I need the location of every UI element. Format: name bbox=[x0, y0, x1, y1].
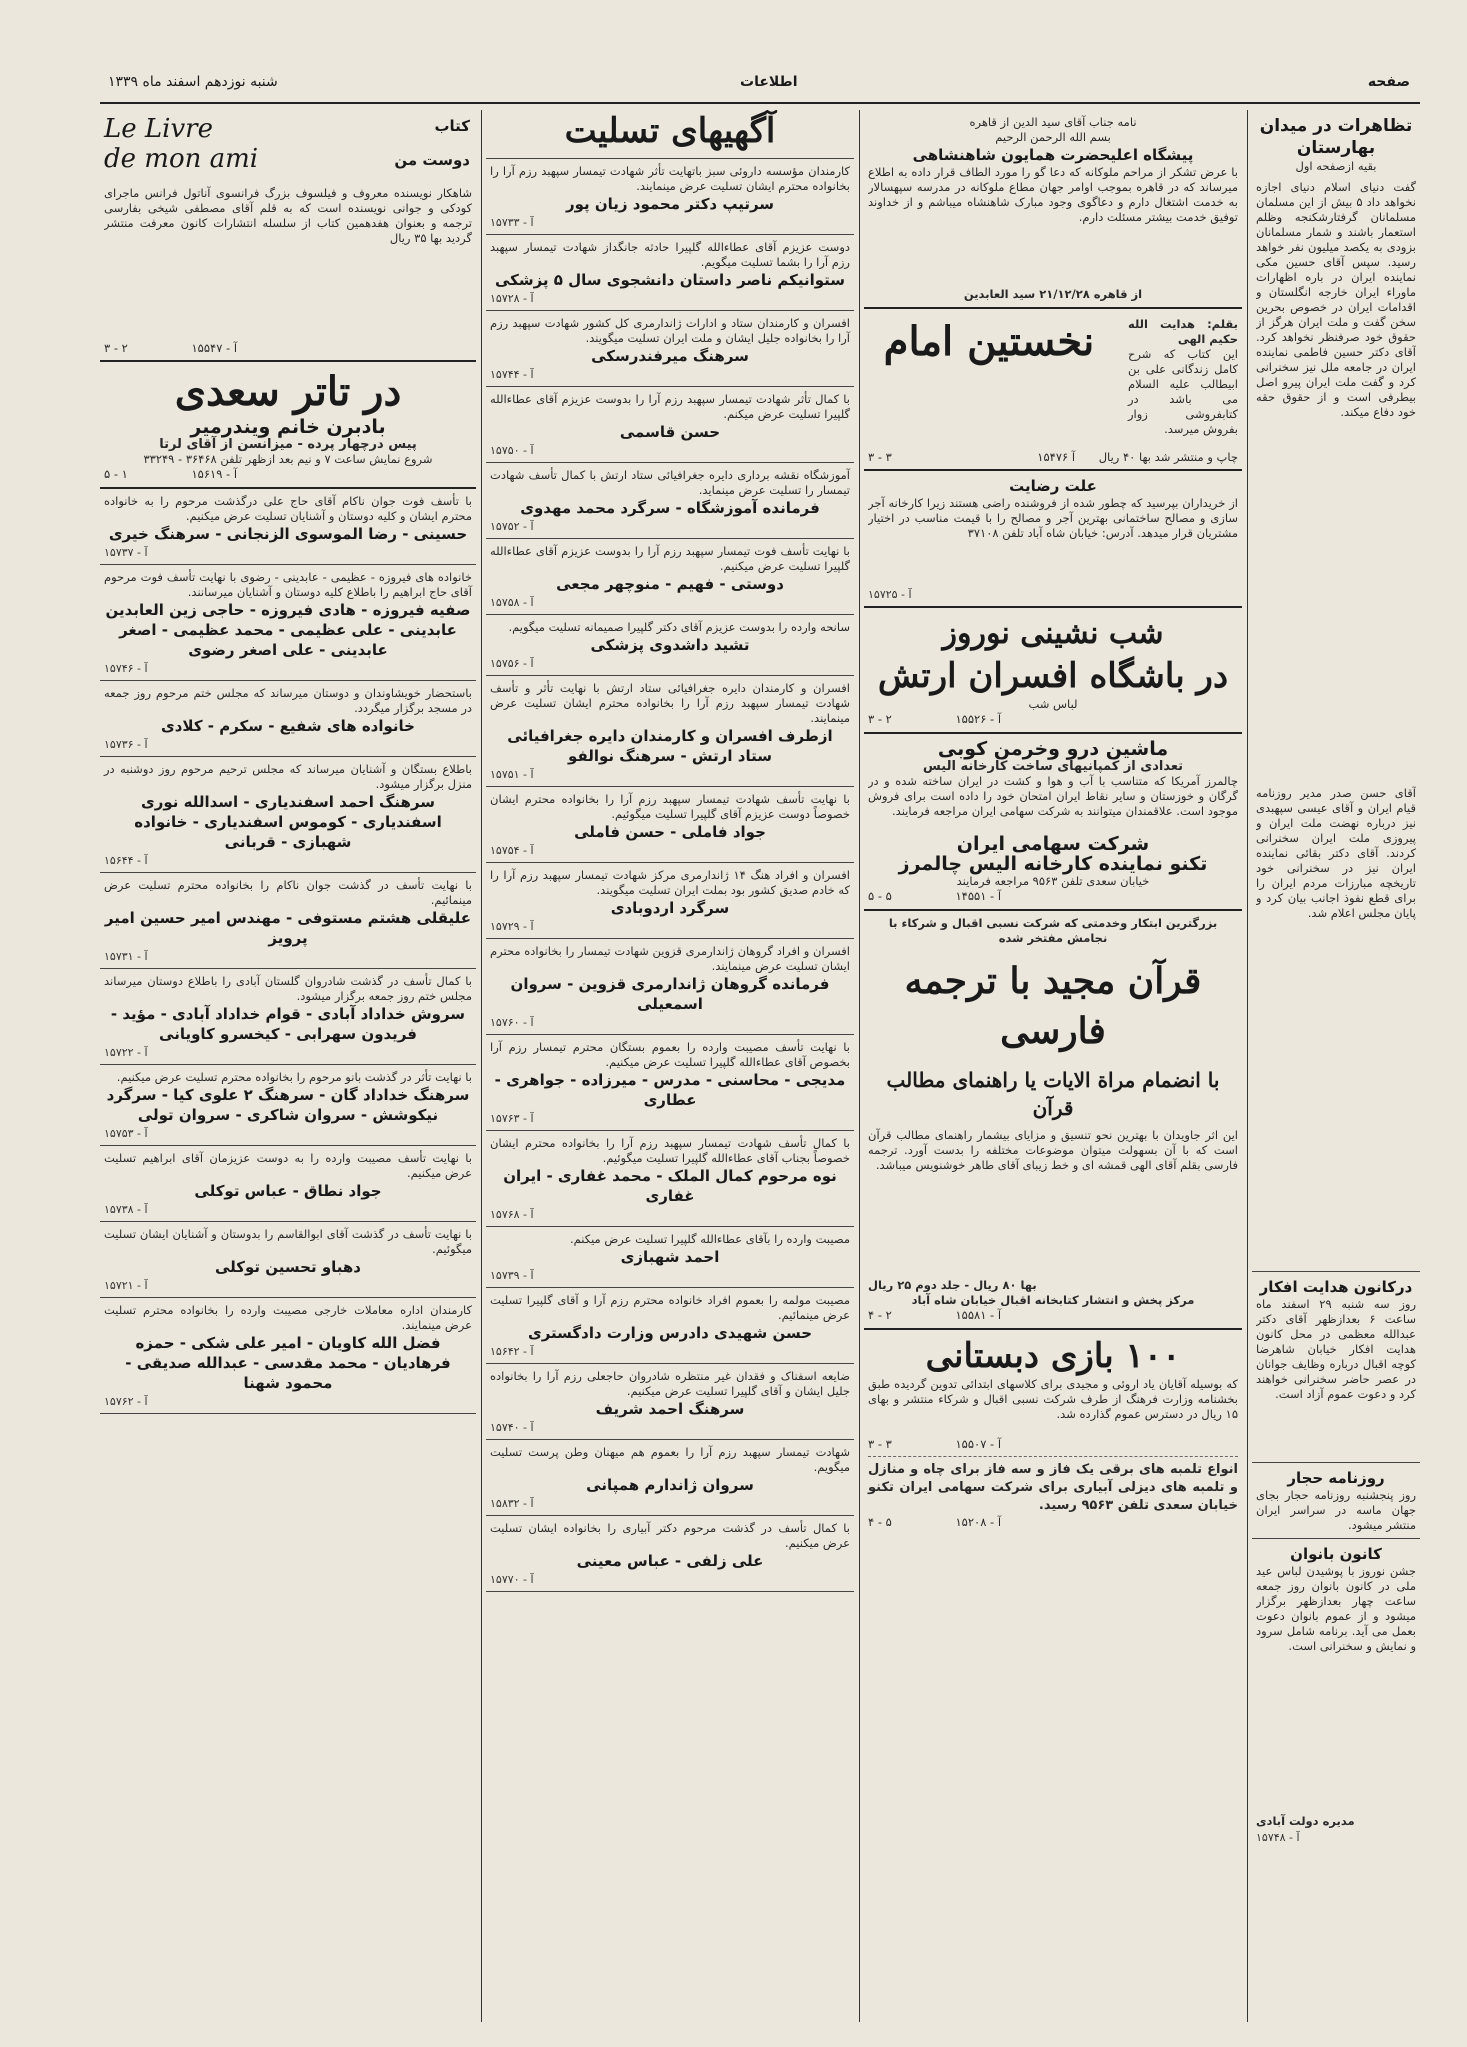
ad-book-title-fa: دوست من bbox=[394, 151, 470, 169]
notice-text: کارمندان مؤسسه داروئی سبز باتهایت تأثر شهادت تیمسار سپهبد رزم آرا را بخانواده محترم ایشان تسلیت عرض مینمایند. bbox=[490, 164, 850, 193]
condolence-notice bbox=[486, 1364, 854, 1440]
header-page-label: صفحه bbox=[1367, 74, 1410, 90]
ad-book-first-imam bbox=[864, 309, 1242, 471]
condolence-section-title: آگهیهای تسلیت bbox=[486, 110, 854, 159]
notice-signatory: سرهنگ احمد شریف bbox=[595, 1400, 745, 1418]
notice-signatory: حسن شهیدی دادرس وزارت دادگستری bbox=[527, 1324, 813, 1342]
notice-signatory: جواد نطاق - عباس توکلی bbox=[194, 1182, 382, 1200]
condolence-notice bbox=[486, 1227, 854, 1288]
notice-code: آ - ۱۵۷۳۳ bbox=[490, 216, 534, 229]
notice-signatory: ستوانیکم ناصر داستان دانشجوی سال ۵ پزشکی bbox=[494, 271, 846, 289]
ad-subtitle: در باشگاه افسران ارتش bbox=[877, 656, 1229, 696]
ad-code: آ - ۱۵۷۴۸ bbox=[1256, 1831, 1300, 1844]
notice-code: آ - ۱۵۷۵۰ bbox=[490, 444, 534, 457]
notice-signatory: فضل الله کاویان - امیر علی شکی - حمزه فرهادیان - محمد مقدسی - عبدالله صدیقی - محمود شهنا bbox=[125, 1334, 451, 1392]
notice-signatory: حسینی - رضا الموسوی الزنجانی - سرهنگ خیری bbox=[108, 525, 468, 543]
notice-code: آ - ۱۵۷۶۲ bbox=[104, 1395, 148, 1408]
notice-text: با کمال تأسف در گذشت مرحوم دکتر آبیاری را بخانواده ایشان تسلیت عرض میکنیم. bbox=[490, 1521, 850, 1550]
condolence-notice bbox=[486, 539, 854, 615]
notice-code: آ - ۱۵۷۳۱ bbox=[104, 950, 148, 963]
condolence-notice bbox=[100, 873, 476, 969]
ad-title: قرآن مجید با ترجمه فارسی bbox=[904, 960, 1202, 1052]
ad-book-title: نخستین امام bbox=[883, 318, 1095, 365]
ad-code: آ - ۱۵۷۲۵ bbox=[868, 588, 912, 601]
condolence-notice bbox=[486, 387, 854, 463]
condolence-notice bbox=[100, 1222, 476, 1298]
notice-code: آ - ۱۵۷۵۴ bbox=[490, 844, 534, 857]
ad-book-body: شاهکار نویسنده معروف و فیلسوف بزرگ فرانسوی آناتول فرانس ماجرای کودکی و جوانی نویسنده است که به قلم آقای مصطفی شیخی بفارسی ترجمه و بعنوان هفدهمین کتاب از سلسله انتشارات کانون معرفت منتشر گردید بها ۳۵ ریال bbox=[104, 186, 472, 245]
notice-text: مصیبت وارده را بآقای عطاءالله گلپیرا تسلیت عرض میکنم. bbox=[569, 1232, 850, 1246]
ad-brand: تکنو نماینده کارخانه الیس چالمرز bbox=[898, 853, 1208, 875]
ad-title: ۱۰۰ بازی دبستانی bbox=[925, 1336, 1181, 1376]
ad-subtitle: تعدادی از کمپانیهای ساخت کارخانه الیس bbox=[922, 759, 1184, 774]
notice-code: آ - ۱۵۷۲۱ bbox=[104, 1279, 148, 1292]
condolence-notice bbox=[486, 1288, 854, 1364]
notice-text: افسران و کارمندان دایره جغرافیائی ستاد ارتش با نهایت تأثر و تأسف شهادت تیمسار سپهبد رزم آرا را بخانواده محترم ایشان تسلیت عرض مینمایند. bbox=[490, 681, 850, 725]
ad-signature: مدیره دولت آبادی bbox=[1256, 1814, 1355, 1828]
notice-code: آ - ۱۵۷۴۴ bbox=[490, 368, 534, 381]
ad-body: از خریداران بپرسید که چطور شده از فروشنده راضی هستند زیرا کارخانه آجر سازی و مصالح ساختمانی بهترین آجر و مصالح را با قیمت مناسب در اختیار مشتریان قرار میدهد. آدرس: خیابان شاه آباد تلفن ۳۷۱۰۸ bbox=[868, 496, 1238, 540]
article-continued: بقیه ازصفحه اول bbox=[1295, 159, 1377, 173]
notice-text: با نهایت تأسف در گذشت جوان ناکام را بخانواده محترم تسلیت عرض مینمائیم. bbox=[104, 878, 472, 907]
condolence-notice bbox=[100, 1065, 476, 1146]
ad-body: که بوسیله آقایان یاد اروئی و مجیدی برای کلاسهای ابتدائی تدوین گردیده طبق بخشنامه وزارت فرهنگ از طرف شرکت نسبی اقبال و شرکاء منتشر و بهای ۱۵ ریال در دسترس عموم گذارده شد. bbox=[868, 1377, 1238, 1421]
letter-title: پیشگاه اعلیحضرت همایون شاهنشاهی bbox=[912, 146, 1194, 164]
ad-title: روزنامه حجار bbox=[1287, 1469, 1385, 1487]
ad-harvester bbox=[864, 734, 1242, 911]
ad-code-2: ۵ - ۵ bbox=[868, 889, 892, 903]
notice-code: آ - ۱۵۷۴۰ bbox=[490, 1421, 534, 1434]
notice-signatory: دهباو تحسین توکلی bbox=[214, 1258, 361, 1276]
notice-text: با نهایت تأسف در گذشت آقای ابوالقاسم را بدوستان و آشنایان ایشان تسلیت میگوئیم. bbox=[104, 1227, 472, 1256]
notice-text: با نهایت تأسف مصیبت وارده را بعموم بستگان محترم تیمسار رزم آرا بخصوص آقای عطاءالله گلپیرا تسلیت عرض میکنیم. bbox=[490, 1040, 850, 1069]
notice-text: با کمال تأسف در گذشت شادروان گلستان آبادی را باطلاع دوستان میرساند مجلس ختم روز جمعه برگزار میشود. bbox=[104, 974, 472, 1003]
ad-code: آ - ۱۵۵۴۷ bbox=[191, 341, 238, 355]
ad-subtitle: بادبرن خانم ویندرمیر bbox=[190, 416, 386, 438]
ad-address: خیابان سعدی تلفن ۹۵۶۳ مراجعه فرمایند bbox=[956, 874, 1150, 888]
condolence-notice bbox=[486, 939, 854, 1035]
notice-signatory: سرهنگ احمد اسفندیاری - اسدالله نوری اسفندیاری - کوموس اسفندیاری - خانواده شهبازی - قربانی bbox=[134, 793, 442, 851]
condolence-notice bbox=[486, 676, 854, 787]
article-body-2: آقای حسن صدر مدیر روزنامه قیام ایران و آقای عیسی سپهبدی نیز درباره نهضت ملت ایران و پیروزی ملت ایران سخنرانی کردند. آقای دکتر بقائی نماینده ایران نیز در سخنرانی خود تاریخچه مبارزات مردم ایران را برای قطع نفوذ اجانب بیان کرد و پایان مجلس اعلام شد. bbox=[1256, 786, 1416, 920]
ad-company: شرکت سهامی ایران bbox=[956, 833, 1150, 855]
ad-book-label: کتاب bbox=[434, 117, 470, 135]
ad-note: لباس شب bbox=[1028, 697, 1078, 711]
letter-to-shah bbox=[864, 110, 1242, 309]
notice-signatory: صفیه فیروزه - هادی فیروزه - حاجی زین العابدین عابدینی - علی عظیمی - محمد عظیمی - اصغر عابدینی - علی اصغر رضوی bbox=[105, 601, 471, 659]
ad-book-title-fr-2: de mon ami bbox=[104, 144, 259, 174]
article-title: تظاهرات در میدان بهارستان bbox=[1259, 116, 1413, 158]
notice-text: سانحه وارده را بدوست عزیزم آقای دکتر گلپیرا صمیمانه تسلیت میگویم. bbox=[508, 620, 850, 634]
ad-body: روز پنجشنبه روزنامه حجار بجای جهان ماسه در سراسر ایران منتشر میشود. bbox=[1256, 1488, 1416, 1532]
notice-signatory: نوه مرحوم کمال الملک - محمد غفاری - ایران غفاری bbox=[503, 1167, 837, 1205]
ad-kanoon-hedayat bbox=[1252, 1272, 1420, 1463]
ad-book-description: این کتاب که شرح کامل زندگانی علی بن ابیطالب علیه السلام می باشد در کتابفروشی زوار بفروش میرسد. bbox=[1128, 347, 1238, 436]
notice-text: با نهایت تأثر در گذشت بانو مرحوم را بخانواده محترم تسلیت عرض میکنیم. bbox=[116, 1070, 472, 1084]
notice-text: باطلاع بستگان و آشنایان میرساند که مجلس ترحیم مرحوم روز دوشنبه در منزل برگزار میشود. bbox=[104, 762, 472, 791]
ad-description: پیس درچهار پرده - میزانسن از آقای لرتا bbox=[159, 437, 417, 452]
ad-code: آ - ۱۵۲۰۸ bbox=[955, 1515, 1002, 1529]
letter-body: با عرض تشکر از مراحم ملوکانه که دعا گو را مورد الطاف قرار داده به اطلاع میرساند که در قاهره بموجب اوامر جهان مطاع ملوکانه در مدرسه سپهسالار به خدمت اشتغال دارم و دعاگوی وجود مبارک شاهنشاه میباشم و از خداوند توفیق خدمت بیشتر مسئلت دارم. bbox=[868, 165, 1238, 224]
notice-code: آ - ۱۵۶۴۴ bbox=[104, 854, 148, 867]
condolence-list bbox=[486, 159, 854, 1592]
condolence-notice bbox=[486, 1440, 854, 1516]
ad-code-2: ۳ - ۲ bbox=[104, 341, 128, 355]
ad-body: روز سه شنبه ۲۹ اسفند ماه ساعت ۶ بعدازظهر آقای دکتر عبدالله معظمی در محل کانون هدایت افکار خیابان شاهرضا کوچه اقبال درباره وظایف جوانان در عصر حاضر سخنرانی خواهند کرد و دعوت عموم آزاد است. bbox=[1256, 1297, 1416, 1401]
notice-signatory: سرهنگ میرفندرسکی bbox=[591, 347, 749, 365]
notice-signatory: سرتیپ دکتر محمود زیان پور bbox=[565, 195, 775, 213]
ad-title: شب نشینی نوروز bbox=[942, 616, 1164, 651]
ad-intro: بزرگترین ابتکار وخدمتی که شرکت نسبی اقبال و شرکاء با نجامش مفتخر شده bbox=[888, 916, 1218, 945]
notice-text: با کمال تأسف شهادت تیمسار سپهبد رزم آرا را بخانواده محترم ایشان خصوصاً بجناب آقای عطاءالله گلپیرا تسلیت میگوئیم. bbox=[490, 1136, 850, 1165]
notice-text: افسران و افراد گروهان ژاندارمری قزوین شهادت تیمسار را بخانواده محترم ایشان تسلیت عرض مینمایند. bbox=[490, 944, 850, 973]
ad-satisfaction bbox=[864, 471, 1242, 608]
ad-kanoon-banovan bbox=[1252, 1539, 1420, 1849]
condolence-notice bbox=[486, 311, 854, 387]
notice-code: آ - ۱۵۷۵۱ bbox=[490, 768, 534, 781]
notice-signatory: جواد فاملی - حسن فاملی bbox=[574, 823, 766, 841]
ad-title: در تاتر سعدی bbox=[174, 368, 402, 415]
ad-code: آ - ۱۵۵۸۱ bbox=[955, 1308, 1002, 1322]
ad-time: شروع نمایش ساعت ۷ و نیم بعد ازظهر تلفن ۳۶۴۶۸ - ۳۳۲۴۹ bbox=[143, 452, 433, 466]
ad-quran bbox=[864, 911, 1242, 1330]
condolence-notice bbox=[100, 969, 476, 1065]
letter-signature: از قاهره ۲۱/۱۲/۲۸ سید العابدین bbox=[963, 287, 1143, 301]
condolence-notice bbox=[100, 1146, 476, 1222]
ad-book-title-fr: Le Livre bbox=[104, 114, 214, 144]
ad-code: آ - ۱۵۶۱۹ bbox=[191, 467, 238, 481]
ad-subtitle: با انضمام مراة الایات یا راهنمای مطالب قرآن bbox=[886, 1068, 1220, 1120]
ad-body: این اثر جاویدان با بهترین نحو تنسیق و مزایای بیشمار راهنمای مطالب قرآن است که با آن بسهولت میتوان موضوعات مختلفه را بدست آورد. ترجمه فارسی بقلم آقای الهی قمشه ای و خط زیبای آقای طاهر خوشنویس میباشد. bbox=[868, 1128, 1238, 1172]
ad-distributor: مرکز پخش و انتشار کتابخانه اقبال خیابان شاه آباد bbox=[911, 1293, 1195, 1307]
ad-code-2: ۵ - ۱ bbox=[104, 467, 128, 481]
notice-code: آ - ۱۵۷۳۶ bbox=[104, 738, 148, 751]
column-1 bbox=[1252, 110, 1420, 2022]
condolence-notice bbox=[486, 1516, 854, 1592]
ad-title: علت رضایت bbox=[1009, 477, 1097, 495]
condolence-list-2 bbox=[100, 489, 476, 1414]
newspaper-page bbox=[100, 66, 1420, 2026]
ad-title: ماشین درو وخرمن کوبی bbox=[937, 738, 1169, 760]
notice-signatory: فرمانده گروهان ژاندارمری قزوین - سروان اسمعیلی bbox=[510, 975, 830, 1013]
notice-signatory: تشید داشدوی پزشکی bbox=[590, 636, 750, 654]
ad-code: آ - ۱۵۵۲۶ bbox=[955, 712, 1002, 726]
ad-code: آ - ۱۵۵۰۷ bbox=[955, 1437, 1002, 1451]
condolence-notice bbox=[100, 565, 476, 681]
notice-code: آ - ۱۵۷۵۲ bbox=[490, 520, 534, 533]
condolence-notice bbox=[486, 1035, 854, 1131]
notice-text: دوست عزیزم آقای عطاءالله گلپیرا حادثه جانگداز شهادت تیمسار سپهبد رزم آرا را بشما تسلیت میگویم. bbox=[490, 240, 850, 269]
notice-code: آ - ۱۵۷۶۸ bbox=[490, 1208, 534, 1221]
ad-book-price: چاپ و منتشر شد بها ۴۰ ریال bbox=[1098, 450, 1238, 464]
notice-signatory: علیقلی هشتم مستوفی - مهندس امیر حسین امیر پرویز bbox=[104, 909, 472, 947]
notice-signatory: حسن قاسمی bbox=[619, 423, 721, 441]
ad-book-code-2: ۳ - ۳ bbox=[868, 450, 892, 464]
notice-code: آ - ۱۵۷۶۰ bbox=[490, 1016, 534, 1029]
ad-code-2: ۴ - ۲ bbox=[868, 1308, 892, 1322]
header-paper-name: اطلاعات bbox=[740, 74, 798, 90]
ad-title: درکانون هدایت افکار bbox=[1259, 1278, 1413, 1296]
condolence-notice bbox=[486, 1131, 854, 1227]
notice-code: آ - ۱۵۷۵۳ bbox=[104, 1127, 148, 1140]
notice-code: آ - ۱۵۸۳۲ bbox=[490, 1497, 534, 1510]
notice-code: آ - ۱۵۷۴۶ bbox=[104, 662, 148, 675]
ad-title: کانون بانوان bbox=[1290, 1545, 1382, 1563]
condolence-notice bbox=[486, 615, 854, 676]
notice-signatory: سرهنگ خداداد گان - سرهنگ ۲ علوی کیا - سرگرد نیکوشش - سروان شاکری - سروان تولی bbox=[106, 1086, 470, 1124]
notice-text: با نهایت تأسف شهادت تیمسار سپهبد رزم آرا را بخانواده محترم ایشان خصوصاً دوست عزیزم آقای گلپیرا تسلیت میگوئیم. bbox=[490, 792, 850, 821]
page-header bbox=[100, 66, 1420, 104]
notice-code: آ - ۱۵۷۷۰ bbox=[490, 1573, 534, 1586]
letter-bismillah: بسم الله الرحمن الرحیم bbox=[995, 130, 1111, 144]
notice-code: آ - ۱۵۷۲۹ bbox=[490, 920, 534, 933]
ad-body: چالمرز آمریکا که متناسب با آب و هوا و کشت در ایران ساخته شده و در گرگان و خوزستان و سایر نقاط ایران امتحان خود را داده است برای فروش موجود است. علاقمندان میتوانند به شرکت سهامی ایران مراجعه فرمایند. bbox=[868, 774, 1238, 818]
notice-signatory: خانواده های شفیع - سکرم - کلادی bbox=[160, 717, 415, 735]
notice-code: آ - ۱۵۷۵۸ bbox=[490, 596, 534, 609]
notice-signatory: سرگرد اردوبادی bbox=[610, 899, 730, 917]
notice-signatory: فرمانده آموزشگاه - سرگرد محمد مهدوی bbox=[520, 499, 820, 517]
condolence-notice bbox=[100, 681, 476, 757]
notice-code: آ - ۱۵۷۶۳ bbox=[490, 1112, 534, 1125]
ad-code-2: ۳ - ۲ bbox=[868, 712, 892, 726]
notice-text: افسران و کارمندان ستاد و ادارات ژاندارمری کل کشور شهادت سپهبد رزم آرا را بخانواده جلیل ایشان و ملت ایران تسلیت میگویند. bbox=[490, 316, 850, 345]
notice-code: آ - ۱۵۷۳۷ bbox=[104, 546, 148, 559]
notice-code: آ - ۱۵۷۳۹ bbox=[490, 1269, 534, 1282]
condolence-notice bbox=[486, 235, 854, 311]
notice-code: آ - ۱۵۷۳۸ bbox=[104, 1203, 148, 1216]
condolence-notice bbox=[486, 463, 854, 539]
ad-saadi-theater bbox=[100, 362, 476, 489]
notice-text: باستحضار خویشاوندان و دوستان میرساند که مجلس ختم مرحوم روز جمعه در مسجد برگزار میگردد. bbox=[104, 686, 472, 715]
notice-text: کارمندان اداره معاملات خارجی مصیبت وارده را بخانواده محترم تسلیت عرض مینمایند. bbox=[104, 1303, 472, 1332]
condolence-notice bbox=[100, 489, 476, 565]
ad-book-code: آ ۱۵۴۷۶ bbox=[1037, 450, 1076, 464]
ad-pumps: انواع تلمبه های برقی یک فاز و سه فاز برای چاه و منازل و تلمبه های دیزلی آبیاری برای شرکت سهامی ایران تکنو خیابان سعدی تلفن ۹۵۶۳ رسید. bbox=[868, 1462, 1238, 1513]
ad-code: آ - ۱۴۵۵۱ bbox=[955, 889, 1002, 903]
column-2 bbox=[864, 110, 1242, 2022]
notice-signatory: احمد شهبازی bbox=[620, 1248, 720, 1266]
notice-text: با تأسف فوت جوان ناکام آقای حاج علی درگذشت مرحوم را به خانواده محترم ایشان و کلیه دوستان و آشنایان تسلیت عرض میکنیم. bbox=[104, 494, 472, 523]
notice-text: با نهایت تأسف فوت تیمسار سپهبد رزم آرا را بدوست عزیزم آقای عطاءالله گلپیرا تسلیت عرض میکنیم. bbox=[490, 544, 850, 573]
condolence-notice bbox=[486, 159, 854, 235]
notice-code: آ - ۱۵۷۲۲ bbox=[104, 1046, 148, 1059]
ad-body: جشن نوروز با پوشیدن لباس عید ملی در کانون بانوان روز جمعه ساعت چهار بعدازظهر برگزار میشود و از عموم بانوان دعوت بعمل می آید. برنامه شامل سرود و نمایش و سخنرانی است. bbox=[1256, 1564, 1416, 1653]
article-demonstration bbox=[1252, 110, 1420, 1272]
notice-signatory: سروش خداداد آبادی - قوام خداداد آبادی - مؤید - فریدون سهرابی - کیخسرو کاویانی bbox=[110, 1005, 466, 1043]
condolence-notice bbox=[486, 787, 854, 863]
ad-code-2: ۴ - ۵ bbox=[868, 1515, 892, 1529]
notice-code: آ - ۱۵۷۵۶ bbox=[490, 657, 534, 670]
ad-book-le-livre bbox=[100, 110, 476, 362]
notice-text: افسران و افراد هنگ ۱۴ ژاندارمری مرکز شهادت تیمسار سپهبد رزم آرا را که خادم صدیق کشور بود بملت ایران تسلیت میگویند. bbox=[490, 868, 850, 897]
notice-text: ضایعه اسفناک و فقدان غیر منتظره شادروان حاجعلی رزم آرا را بخانواده جلیل ایشان و آقای گلپیرا تسلیت عرض میکنیم. bbox=[490, 1369, 850, 1398]
ad-price: بها ۸۰ ریال - جلد دوم ۲۵ ریال bbox=[868, 1278, 1037, 1292]
notice-text: خانواده های فیروزه - عظیمی - عابدینی - رضوی با نهایت تأسف فوت مرحوم آقای حاج ابراهیم را باطلاع کلیه دوستان و آشنایان میرسانند. bbox=[104, 570, 472, 599]
condolence-notice bbox=[100, 1298, 476, 1414]
notice-code: آ - ۱۵۶۴۲ bbox=[490, 1345, 534, 1358]
notice-code: آ - ۱۵۷۲۸ bbox=[490, 292, 534, 305]
letter-header: نامه جناب آقای سید الدین از قاهره bbox=[969, 115, 1137, 129]
condolence-notice bbox=[100, 757, 476, 873]
ad-nowruz-party bbox=[864, 608, 1242, 734]
notice-signatory: سروان ژاندارم همپانی bbox=[586, 1476, 754, 1494]
column-4 bbox=[100, 110, 476, 2022]
header-date: شنبه نوزدهم اسفند ماه ۱۳۳۹ bbox=[108, 74, 278, 90]
notice-signatory: ازطرف افسران و کارمندان دایره جغرافیائی ستاد ارتش - سرهنگ نوالفو bbox=[507, 727, 833, 765]
ad-book-author: بقلم: هدایت الله حکیم الهی bbox=[1128, 317, 1238, 346]
notice-signatory: دوستی - فهیم - منوچهر مجعی bbox=[556, 575, 784, 593]
notice-text: شهادت تیمسار سپهبد رزم آرا را بعموم هم میهنان وطن پرست تسلیت میگویم. bbox=[490, 1445, 850, 1474]
notice-text: مصیبت مولمه را بعموم افراد خانواده محترم رزم آرا و آقای گلپیرا تسلیت عرض مینمائیم. bbox=[490, 1293, 850, 1322]
notice-signatory: علی زلفی - عباس معینی bbox=[576, 1552, 764, 1570]
notice-text: با کمال تأثر شهادت تیمسار سپهبد رزم آرا را بدوست عزیزم آقای عطاءالله گلپیرا تسلیت عرض میکنم. bbox=[490, 392, 850, 421]
article-body: گفت دنیای اسلام دنیای اجازه نخواهد داد ۵ بیش از این مسلمان مسلمانان گرفتارشکنجه وظلم استعمار باشند و شمار مسلمانان بزودی به یکصد میلیون نفر خواهد رسید. سپس آقای حسین مکی نماینده ایران در باره اظهارات ماوراء ایران خارجه انگلستان و اقدامات ایران در خصوص بحرین سخن گفت و ملت ایران هرگز از حقوق خود صرفنظر نخواهد کرد. آقای دکتر حسین فاطمی نماینده ایران در جامعه ملل نیز سخنرانی کرد و گفت ملت ایران پیرو اصل بیطرفی است و از حقوق حقه خود دفاع میکند. bbox=[1256, 180, 1416, 419]
ad-100-games bbox=[864, 1330, 1242, 1535]
ad-code-2: ۳ - ۳ bbox=[868, 1437, 892, 1451]
notice-text: آموزشگاه نقشه برداری دایره جغرافیائی ستاد ارتش با کمال تأسف شهادت تیمسار را تسلیت عرض مینماید. bbox=[490, 468, 850, 497]
notice-signatory: مدیجی - محاسنی - مدرس - میرزاده - جواهری - عطاری bbox=[494, 1071, 846, 1109]
notice-text: با نهایت تأسف مصیبت وارده را به دوست عزیزمان آقای ابراهیم تسلیت عرض میکنیم. bbox=[104, 1151, 472, 1180]
column-3 bbox=[486, 110, 854, 2022]
condolence-notice bbox=[486, 863, 854, 939]
ad-newspaper-hajjar bbox=[1252, 1463, 1420, 1539]
